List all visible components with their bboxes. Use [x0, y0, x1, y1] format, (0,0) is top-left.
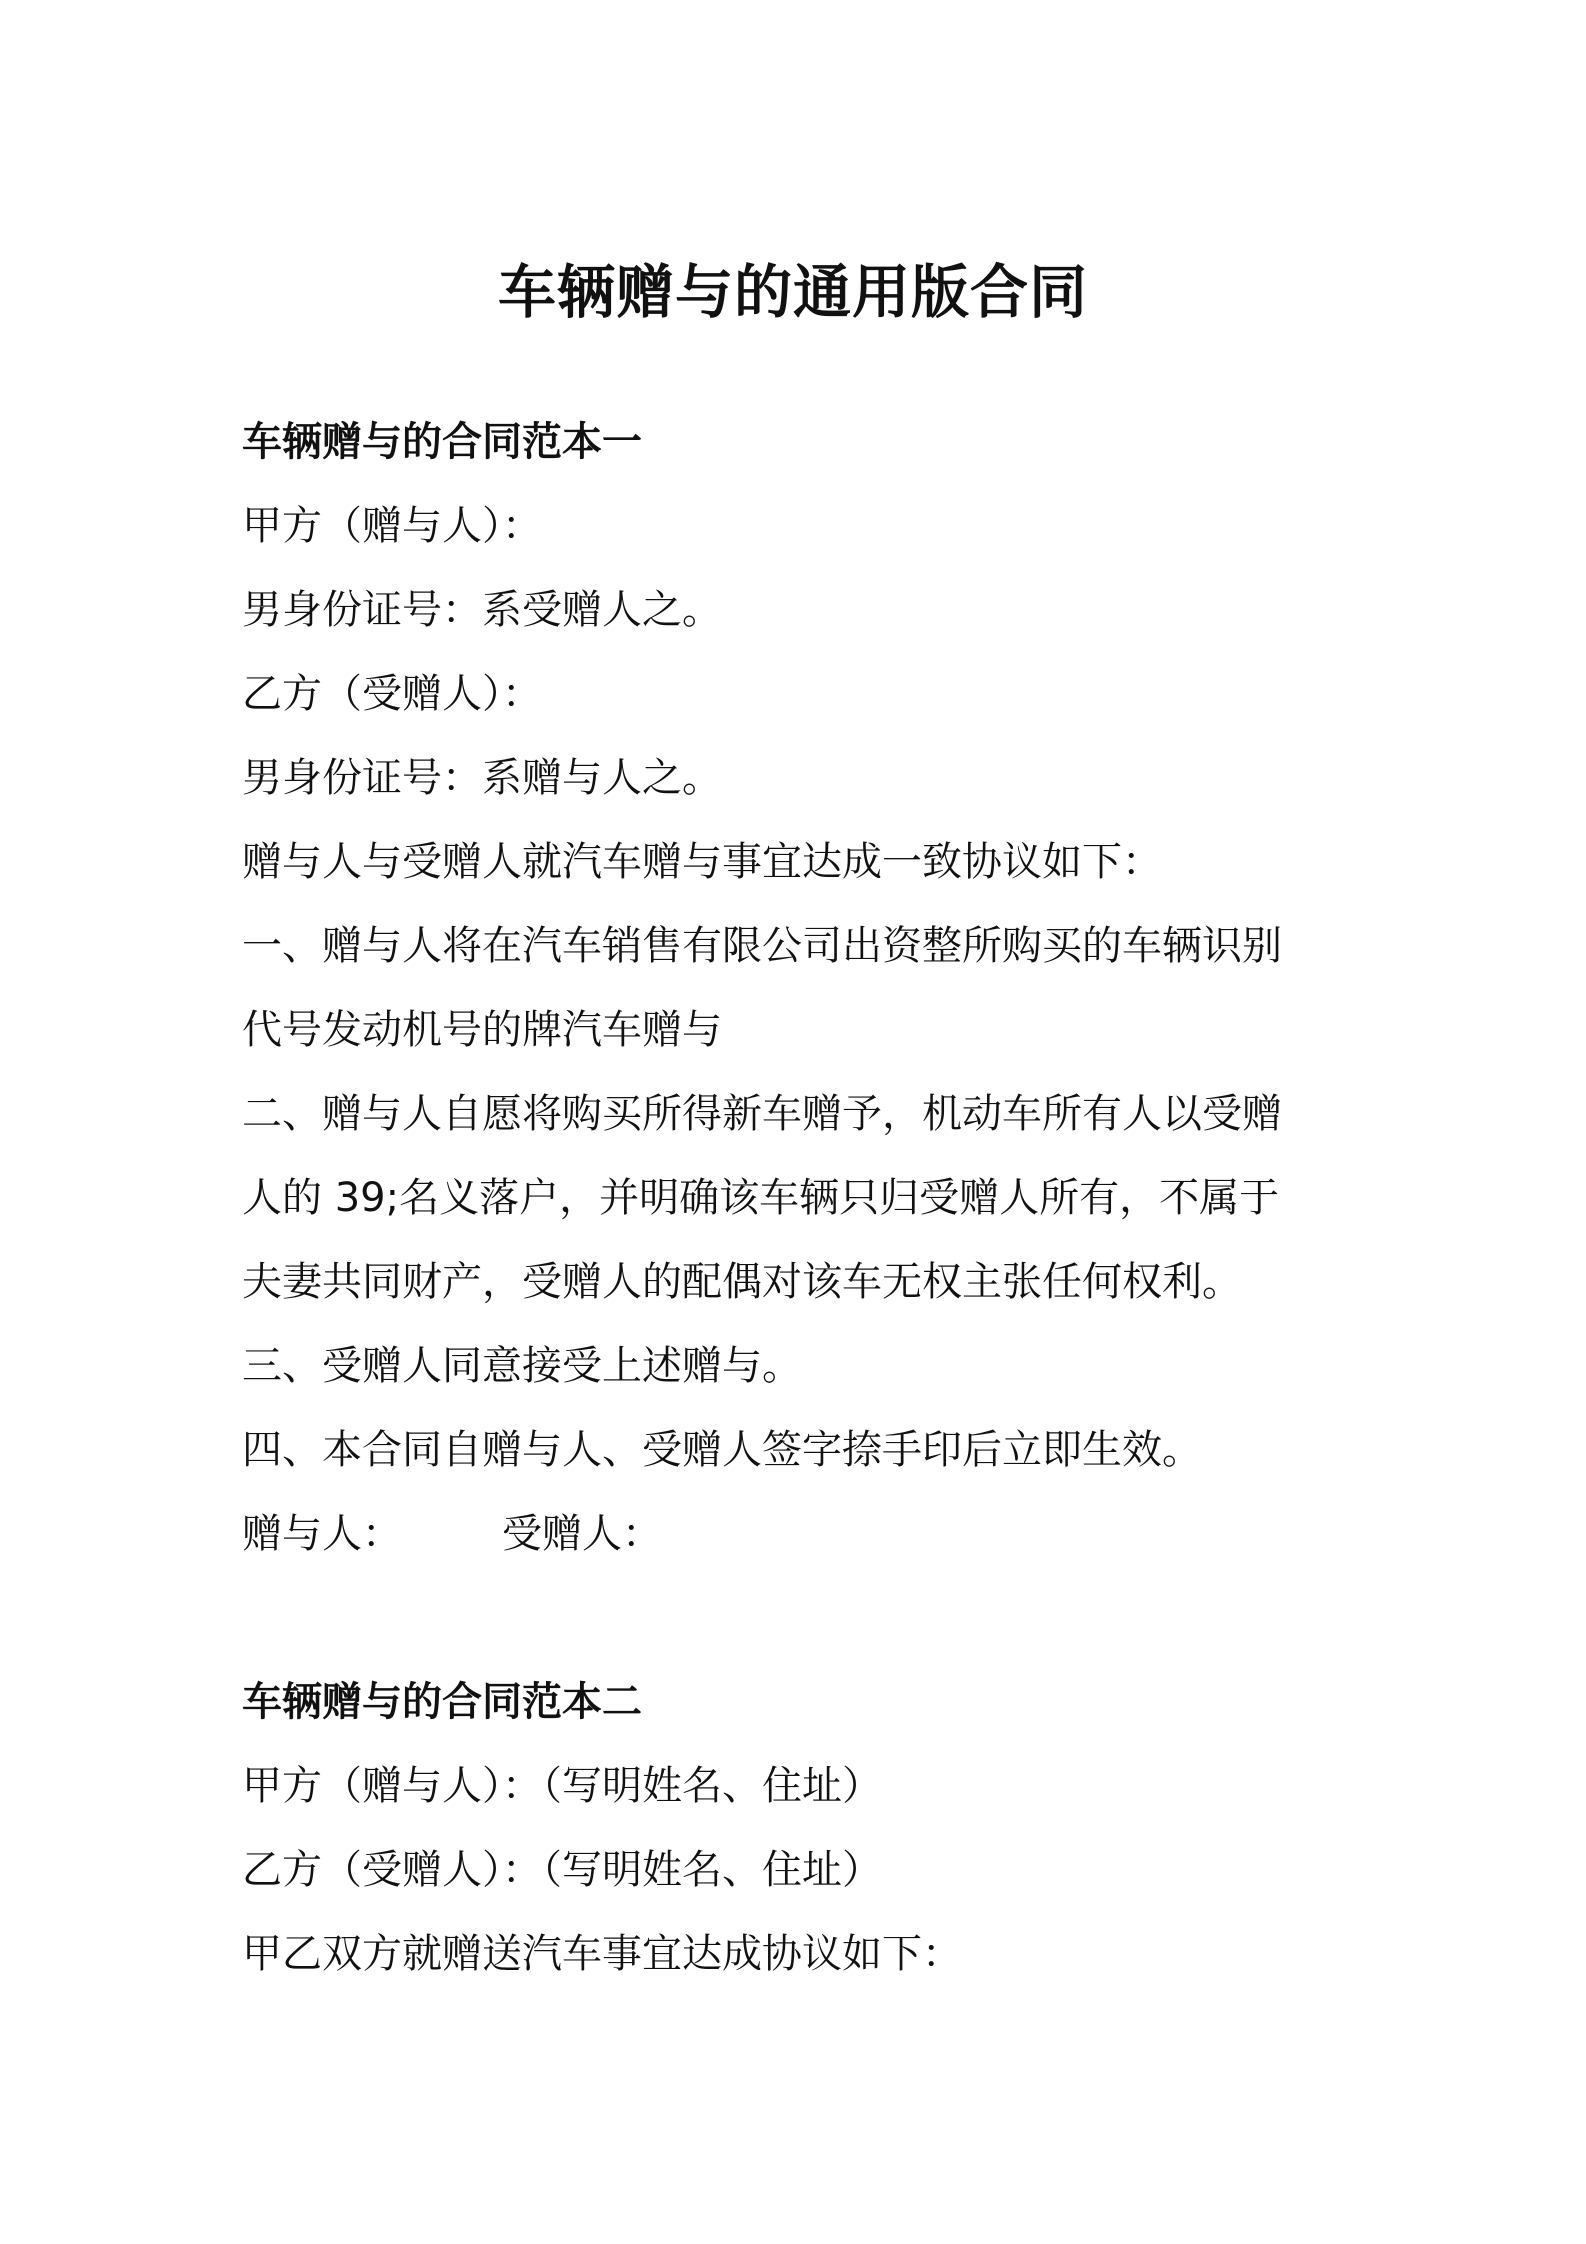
clause-1-line-2: 代号发动机号的牌汽车赠与 [242, 1007, 722, 1053]
signature-giver-label: 赠与人： [242, 1511, 402, 1557]
clause-2-line-3: 夫妻共同财产，受赠人的配偶对该车无权主张任何权利。 [242, 1259, 1242, 1305]
party-b-line-2: 乙方（受赠人）：（写明姓名、住址） [242, 1847, 882, 1893]
party-a-id-line: 男身份证号：系受赠人之。 [242, 587, 722, 633]
section-heading-sample-2: 车辆赠与的合同范本二 [242, 1679, 642, 1725]
agreement-intro-2: 甲乙双方就赠送汽车事宜达成协议如下： [242, 1931, 962, 1977]
party-a-line-2: 甲方（赠与人）：（写明姓名、住址） [242, 1763, 882, 1809]
party-b-line: 乙方（受赠人）： [242, 671, 542, 717]
agreement-intro: 赠与人与受赠人就汽车赠与事宜达成一致协议如下： [242, 839, 1162, 885]
clause-4: 四、本合同自赠与人、受赠人签字捺手印后立即生效。 [242, 1427, 1202, 1473]
clause-2-line-1: 二、赠与人自愿将购买所得新车赠予，机动车所有人以受赠 [242, 1091, 1282, 1137]
clause-2-line-2: 人的 39;名义落户，并明确该车辆只归受赠人所有，不属于 [242, 1175, 1280, 1221]
party-a-line: 甲方（赠与人）： [242, 503, 542, 549]
signature-line [242, 1502, 1362, 1566]
party-b-id-line: 男身份证号：系赠与人之。 [242, 755, 722, 801]
signature-receiver-label: 受赠人： [502, 1511, 662, 1557]
clause-1-line-1: 一、赠与人将在汽车销售有限公司出资整所购买的车辆识别 [242, 923, 1282, 969]
section-heading-sample-1: 车辆赠与的合同范本一 [242, 419, 642, 465]
document-title: 车辆赠与的通用版合同 [497, 258, 1088, 326]
clause-3: 三、受赠人同意接受上述赠与。 [242, 1343, 802, 1389]
